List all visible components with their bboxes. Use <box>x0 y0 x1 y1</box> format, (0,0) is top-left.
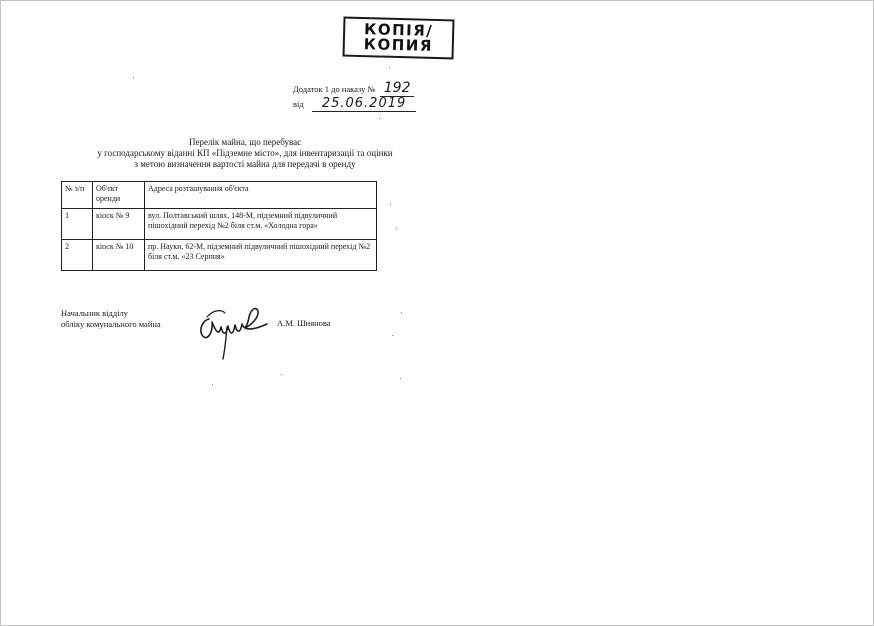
handwritten-signature <box>195 297 271 361</box>
appendix-date <box>293 96 416 111</box>
table-row <box>62 209 377 240</box>
row-number: 1 <box>62 209 93 240</box>
date-prefix: від <box>293 99 304 109</box>
table-row <box>62 240 377 271</box>
signer-position <box>61 308 161 330</box>
title-line-1: Перелік майна, що перебуває <box>188 137 302 147</box>
scan-speck <box>389 67 390 68</box>
document-title <box>60 137 430 170</box>
scan-speck <box>212 384 213 385</box>
scan-speck <box>390 204 391 205</box>
order-number: 192 <box>380 80 415 97</box>
position-line-1: Начальник відділу <box>61 308 129 318</box>
scan-speck <box>133 77 134 78</box>
title-line-2: у господарському віданні КП «Підземне місто», для інвентаризації та оцінки <box>97 148 393 158</box>
header-address: Адреса розташування об'єкта <box>145 182 377 209</box>
row-address: пр. Науки, 62-М, підземний підвуличний пішохідний перехід №2 біля ст.м. «23 Серпня» <box>145 240 377 271</box>
row-object: кіоск № 10 <box>93 240 145 271</box>
scan-speck <box>379 118 380 119</box>
position-line-2: обліку комунального майна <box>61 319 161 329</box>
row-object: кіоск № 9 <box>93 209 145 240</box>
stamp-line-2: КОПИЯ <box>363 35 434 55</box>
scan-speck <box>281 374 282 375</box>
scan-speck <box>401 312 402 313</box>
appendix-label <box>293 80 414 96</box>
signer-name: А.М. Шиянова <box>277 318 331 328</box>
copy-stamp <box>342 17 454 60</box>
row-number: 2 <box>62 240 93 271</box>
header-number: № з/п <box>62 182 93 209</box>
table-header-row <box>62 182 377 209</box>
title-line-3: з метою визначення вартості майна для передачі в оренду <box>134 159 356 169</box>
row-address: вул. Полтавський шлях, 148-М, підземний підвуличний пішохідний перехід №2 біля ст.м. «Холодна гора» <box>145 209 377 240</box>
scan-speck <box>396 228 397 229</box>
order-date: 25.06.2019 <box>312 96 416 112</box>
scan-speck <box>392 335 393 336</box>
appendix-prefix: Додаток 1 до наказу № <box>293 84 376 94</box>
scan-speck <box>400 378 401 379</box>
property-table <box>61 181 377 271</box>
header-object: Об'єкт оренди <box>93 182 145 209</box>
stamp-line-1: КОПІЯ/ <box>363 20 434 40</box>
